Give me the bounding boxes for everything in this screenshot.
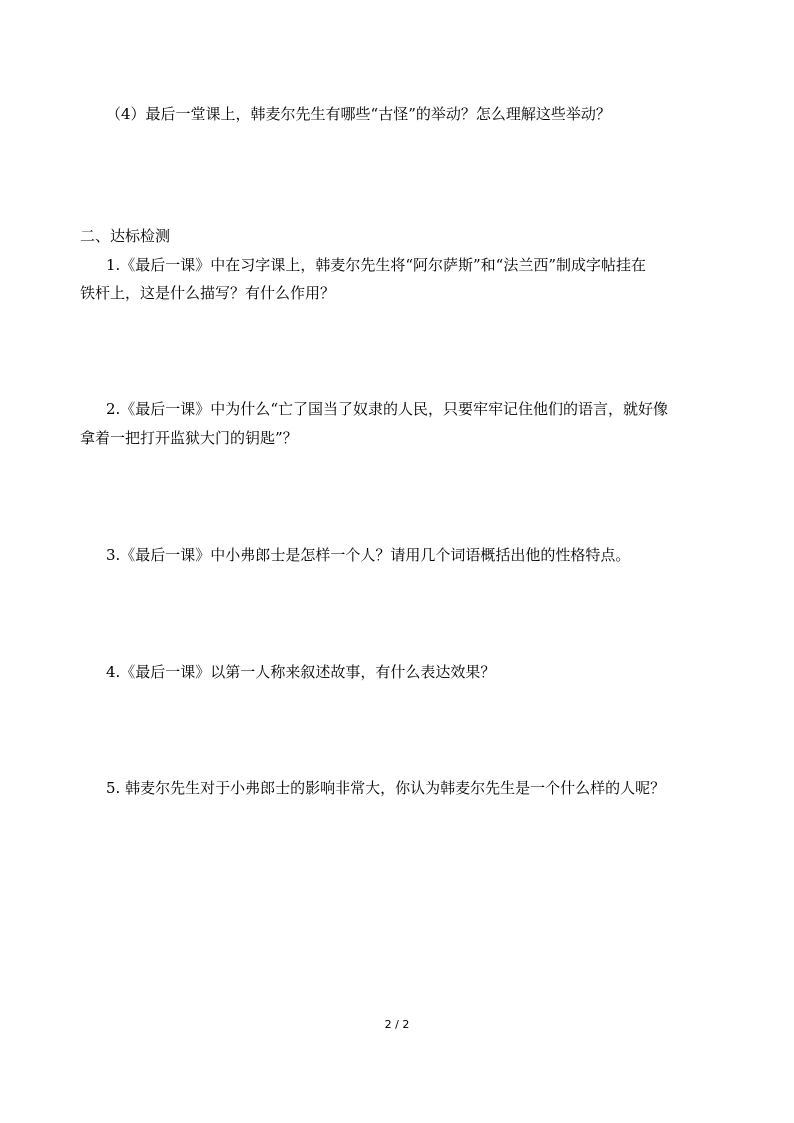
question-3: 3.《最后一课》中小弗郎士是怎样一个人？请用几个词语概括出他的性格特点。	[106, 546, 631, 564]
question-4: （4）最后一堂课上，韩麦尔先生有哪些“古怪”的举动？怎么理解这些举动？	[106, 105, 611, 123]
question-1-line-1: 1.《最后一课》中在习字课上，韩麦尔先生将“阿尔萨斯”和“法兰西”制成字帖挂在	[106, 256, 646, 274]
question-1-line-2: 铁杆上，这是什么描写？有什么作用？	[80, 284, 336, 302]
question-5: 5. 韩麦尔先生对于小弗郎士的影响非常大，你认为韩麦尔先生是一个什么样的人呢？	[106, 779, 666, 797]
question-2-line-1: 2.《最后一课》中为什么“亡了国当了奴隶的人民，只要牢牢记住他们的语言，就好像	[106, 400, 668, 418]
question-4-numbered: 4.《最后一课》以第一人称来叙述故事，有什么表达效果？	[106, 663, 496, 681]
question-2-line-2: 拿着一把打开监狱大门的钥匙”？	[80, 429, 298, 447]
section-heading: 二、达标检测	[80, 227, 171, 245]
page-number: 2 / 2	[384, 1018, 410, 1031]
